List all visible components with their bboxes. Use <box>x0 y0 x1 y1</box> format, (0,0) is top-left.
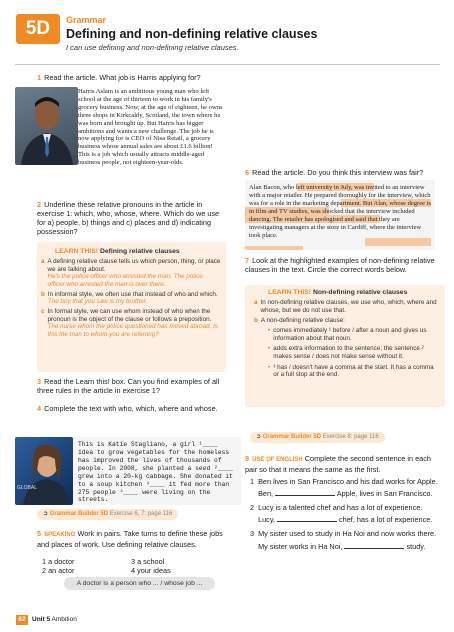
exercise-text: Read the article. Do you think this interview was fair? <box>252 168 424 177</box>
answer-blank[interactable] <box>275 489 335 496</box>
rule-text: A non-defining relative clause: <box>260 317 345 325</box>
learn-this-topic: Defining relative clauses <box>99 248 180 255</box>
rule-letter: c <box>41 308 45 316</box>
unit-label: Unit 5 <box>32 616 51 623</box>
svg-text:GLOBAL: GLOBAL <box>17 485 38 491</box>
item-number: 3 <box>250 529 255 539</box>
exercise-tag: USE OF ENGLISH <box>252 457 303 463</box>
rule-a <box>41 258 221 289</box>
rule-b <box>254 317 440 325</box>
exercise-tag: SPEAKING <box>44 532 76 538</box>
rule-text: In formal style, we can use whom instead of who when the pronoun is the object of the clause or follows a preposition. <box>47 308 212 323</box>
rule-c <box>41 308 221 339</box>
answer-blank[interactable] <box>277 515 337 522</box>
exercise-7-instruction <box>245 256 445 274</box>
exercise-6-instruction <box>245 168 445 177</box>
item-prompt-start: My sister works in Ha Noi, <box>258 541 343 551</box>
exercise-8-items <box>250 477 445 551</box>
grammar-builder-label: Grammar Builder 5D <box>49 511 109 517</box>
exercise-3-instruction <box>37 377 227 395</box>
item-number: 2 <box>250 503 255 513</box>
highlight-6 <box>245 246 303 250</box>
learn-this-rules <box>254 299 440 379</box>
exercise-text: Work in pairs. Take turns to define these jobs and places of work. Use defining relative clauses. <box>37 529 223 549</box>
item-prompt-end: study. <box>406 541 426 551</box>
exercise-number: 8 <box>245 454 250 463</box>
list-item <box>268 364 440 379</box>
section-badge: 5D <box>16 14 60 44</box>
exercise-4-instruction <box>37 404 227 413</box>
learn-this-heading <box>55 248 180 256</box>
bullet-icon: • <box>268 345 271 353</box>
grammar-builder-label: Grammar Builder 5D <box>262 434 322 440</box>
speaking-example-bubble: A doctor is a person who ... / whose job ... <box>64 577 215 590</box>
item-prompt-start: Ben, <box>258 489 274 499</box>
exercise-text: Read the Learn this! box. Can you find examples of all three rules in the article in exercise 1? <box>37 377 220 396</box>
alan-article-background <box>245 180 435 250</box>
alan-article: Alan Bacon, who left university in July, was invited to an interview with a major retailer. He prepared thoroughly for the interview, which was for a role in the marketing department. But Alan, whose degree is in film and TV studies, was shocked that the interview included dancing. The retailer has apologised and said that they are investigating managers at the store in Cardiff, where the interview took place. <box>249 184 431 239</box>
list-item: 4 your ideas <box>131 566 171 576</box>
page-number: 62 <box>16 615 28 625</box>
exercise-1-instruction <box>37 73 297 82</box>
rule-example: The boy that you saw is my brother. <box>47 298 148 306</box>
section-label: Grammar <box>66 15 107 25</box>
list-item: 3 a school <box>131 557 165 566</box>
rule-example: The nurse whom the police questioned has moved abroad. Is this the man to whom you are referring? <box>47 323 218 339</box>
exercise-number: 2 <box>37 200 42 209</box>
item-prompt-end: chef, has a lot of experience. <box>339 515 433 525</box>
rule-b <box>41 291 221 306</box>
harris-article: Harris Aslam is an ambitious young man who left school at the age of thirteen to work in his family's grocery business. Now, at the age of eighteen, he owns three shops in Kirkcaldy, Scotland, the town where he was born and brought up. But Harris has bigger ambitions and wants a new challenge. The job he is now applying for is CEO of Nisa Retail, a grocery business whose annual sales are about £1.6 billion! This is a job which usually attracts middle-aged business people, not eighteen-year-olds. <box>78 88 223 167</box>
rule-text: A defining relative clause tells us which person, thing, or place we are talking about. <box>47 258 221 273</box>
learn-this-topic: Non-defining relative clauses <box>312 289 408 296</box>
grammar-builder-reference: Exercise 6, 7: page 116 <box>109 511 173 517</box>
page-subtitle: I can use defining and non-defining relative clauses. <box>66 43 239 52</box>
answer-blank[interactable] <box>344 542 404 549</box>
unit-topic: Ambition <box>51 616 77 623</box>
learn-this-heading <box>268 289 407 297</box>
exercise-2-instruction <box>37 200 225 236</box>
item-sentence: Ben lives in San Francisco and his dad works for Apple. <box>258 477 438 486</box>
exercise-number: 5 <box>37 529 42 538</box>
grammar-builder-link[interactable] <box>250 432 385 443</box>
exercise-number: 1 <box>37 73 42 82</box>
item-prompt-end: Apple, lives in San Francisco. <box>336 489 433 499</box>
item-sentence: My sister used to study in Ha Noi and now works there. <box>258 529 437 539</box>
bullet-text: ³ has / doesn't have a comma at the start. It has a comma or a full stop at the end. <box>273 363 434 379</box>
learn-this-rules <box>41 258 221 339</box>
rule-letter: b <box>254 317 258 325</box>
item-prompt-start: Lucy, <box>258 515 275 525</box>
list-item <box>250 503 445 524</box>
item-sentence: Lucy is a talented chef and has a lot of experience. <box>258 503 423 513</box>
exercise-number: 4 <box>37 404 42 413</box>
exercise-number: 3 <box>37 377 42 386</box>
header-divider <box>15 64 440 65</box>
rule-b-bullets <box>254 327 440 379</box>
exercise-8-instruction <box>245 454 445 474</box>
page-title: Defining and non-defining relative clauses <box>66 27 318 41</box>
list-item <box>268 327 440 342</box>
exercise-text: Read the article. What job is Harris applying for? <box>44 73 201 82</box>
exercise-5-instruction <box>37 529 227 549</box>
exercise-text: Complete the second sentence in each pair so that it means the same as the first. <box>245 454 431 474</box>
rule-example: He's the police officer who arrested the man. The police officer who arrested the man is over there. <box>47 273 203 289</box>
katie-gap-text: This is Katie Stagliano, a girl ¹____ idea to grow vegetables for the homeless has improved the lives of thousands of people. In 2008, she planted a seed ²____ grew into a 20-kg cabbage. She donated it to a soup kitchen ³____ it fed more than 275 people ⁴____ were living on the streets. <box>78 441 233 504</box>
harris-photo <box>15 87 78 165</box>
rule-letter: a <box>254 299 258 306</box>
grammar-builder-reference: Exercise 8: page 116 <box>322 434 379 440</box>
bullet-text: adds extra information to the sentence; the sentence ² makes sense / does not make sense without it. <box>273 345 424 361</box>
bullet-icon: • <box>268 327 271 335</box>
chevron-right-icon: ➲ <box>43 511 49 517</box>
list-item <box>268 345 440 360</box>
exercise-number: 6 <box>245 168 250 177</box>
rule-letter: a <box>41 258 45 265</box>
rule-a <box>254 299 440 314</box>
rule-text: In informal style, we often use that instead of who and which. <box>47 290 218 298</box>
bullet-text: comes immediately ¹ before / after a noun and gives us information about that noun. <box>273 327 427 342</box>
job-list-right <box>131 557 213 575</box>
list-item <box>250 529 445 550</box>
learn-this-label: LEARN THIS! <box>55 248 99 255</box>
rule-text: In non-defining relative clauses, we use who, which, where and whose, but we do not use that. <box>260 299 437 314</box>
exercise-number: 7 <box>245 256 250 265</box>
job-list-left <box>42 557 124 575</box>
footer-unit <box>32 616 77 624</box>
item-number: 1 <box>250 477 255 486</box>
list-item: 1 a doctor <box>42 557 75 566</box>
learn-this-label: LEARN THIS! <box>268 289 312 296</box>
katie-photo <box>15 437 73 505</box>
rule-letter: b <box>41 290 45 298</box>
exercise-text: Underline these relative pronouns in the article in exercise 1: which, who, whose, where. Which do we use for a) people, b) things and c) places and d) indicating possession? <box>37 200 220 237</box>
grammar-builder-link[interactable] <box>37 509 178 520</box>
list-item <box>250 477 445 498</box>
bullet-icon: • <box>268 363 271 371</box>
exercise-text: Complete the text with who, which, where and whose. <box>44 404 218 413</box>
chevron-right-icon: ➲ <box>256 434 262 440</box>
exercise-text: Look at the highlighted examples of non-defining relative clauses in the text. Circle the correct words below. <box>245 256 435 275</box>
list-item: 2 an actor <box>42 566 75 576</box>
